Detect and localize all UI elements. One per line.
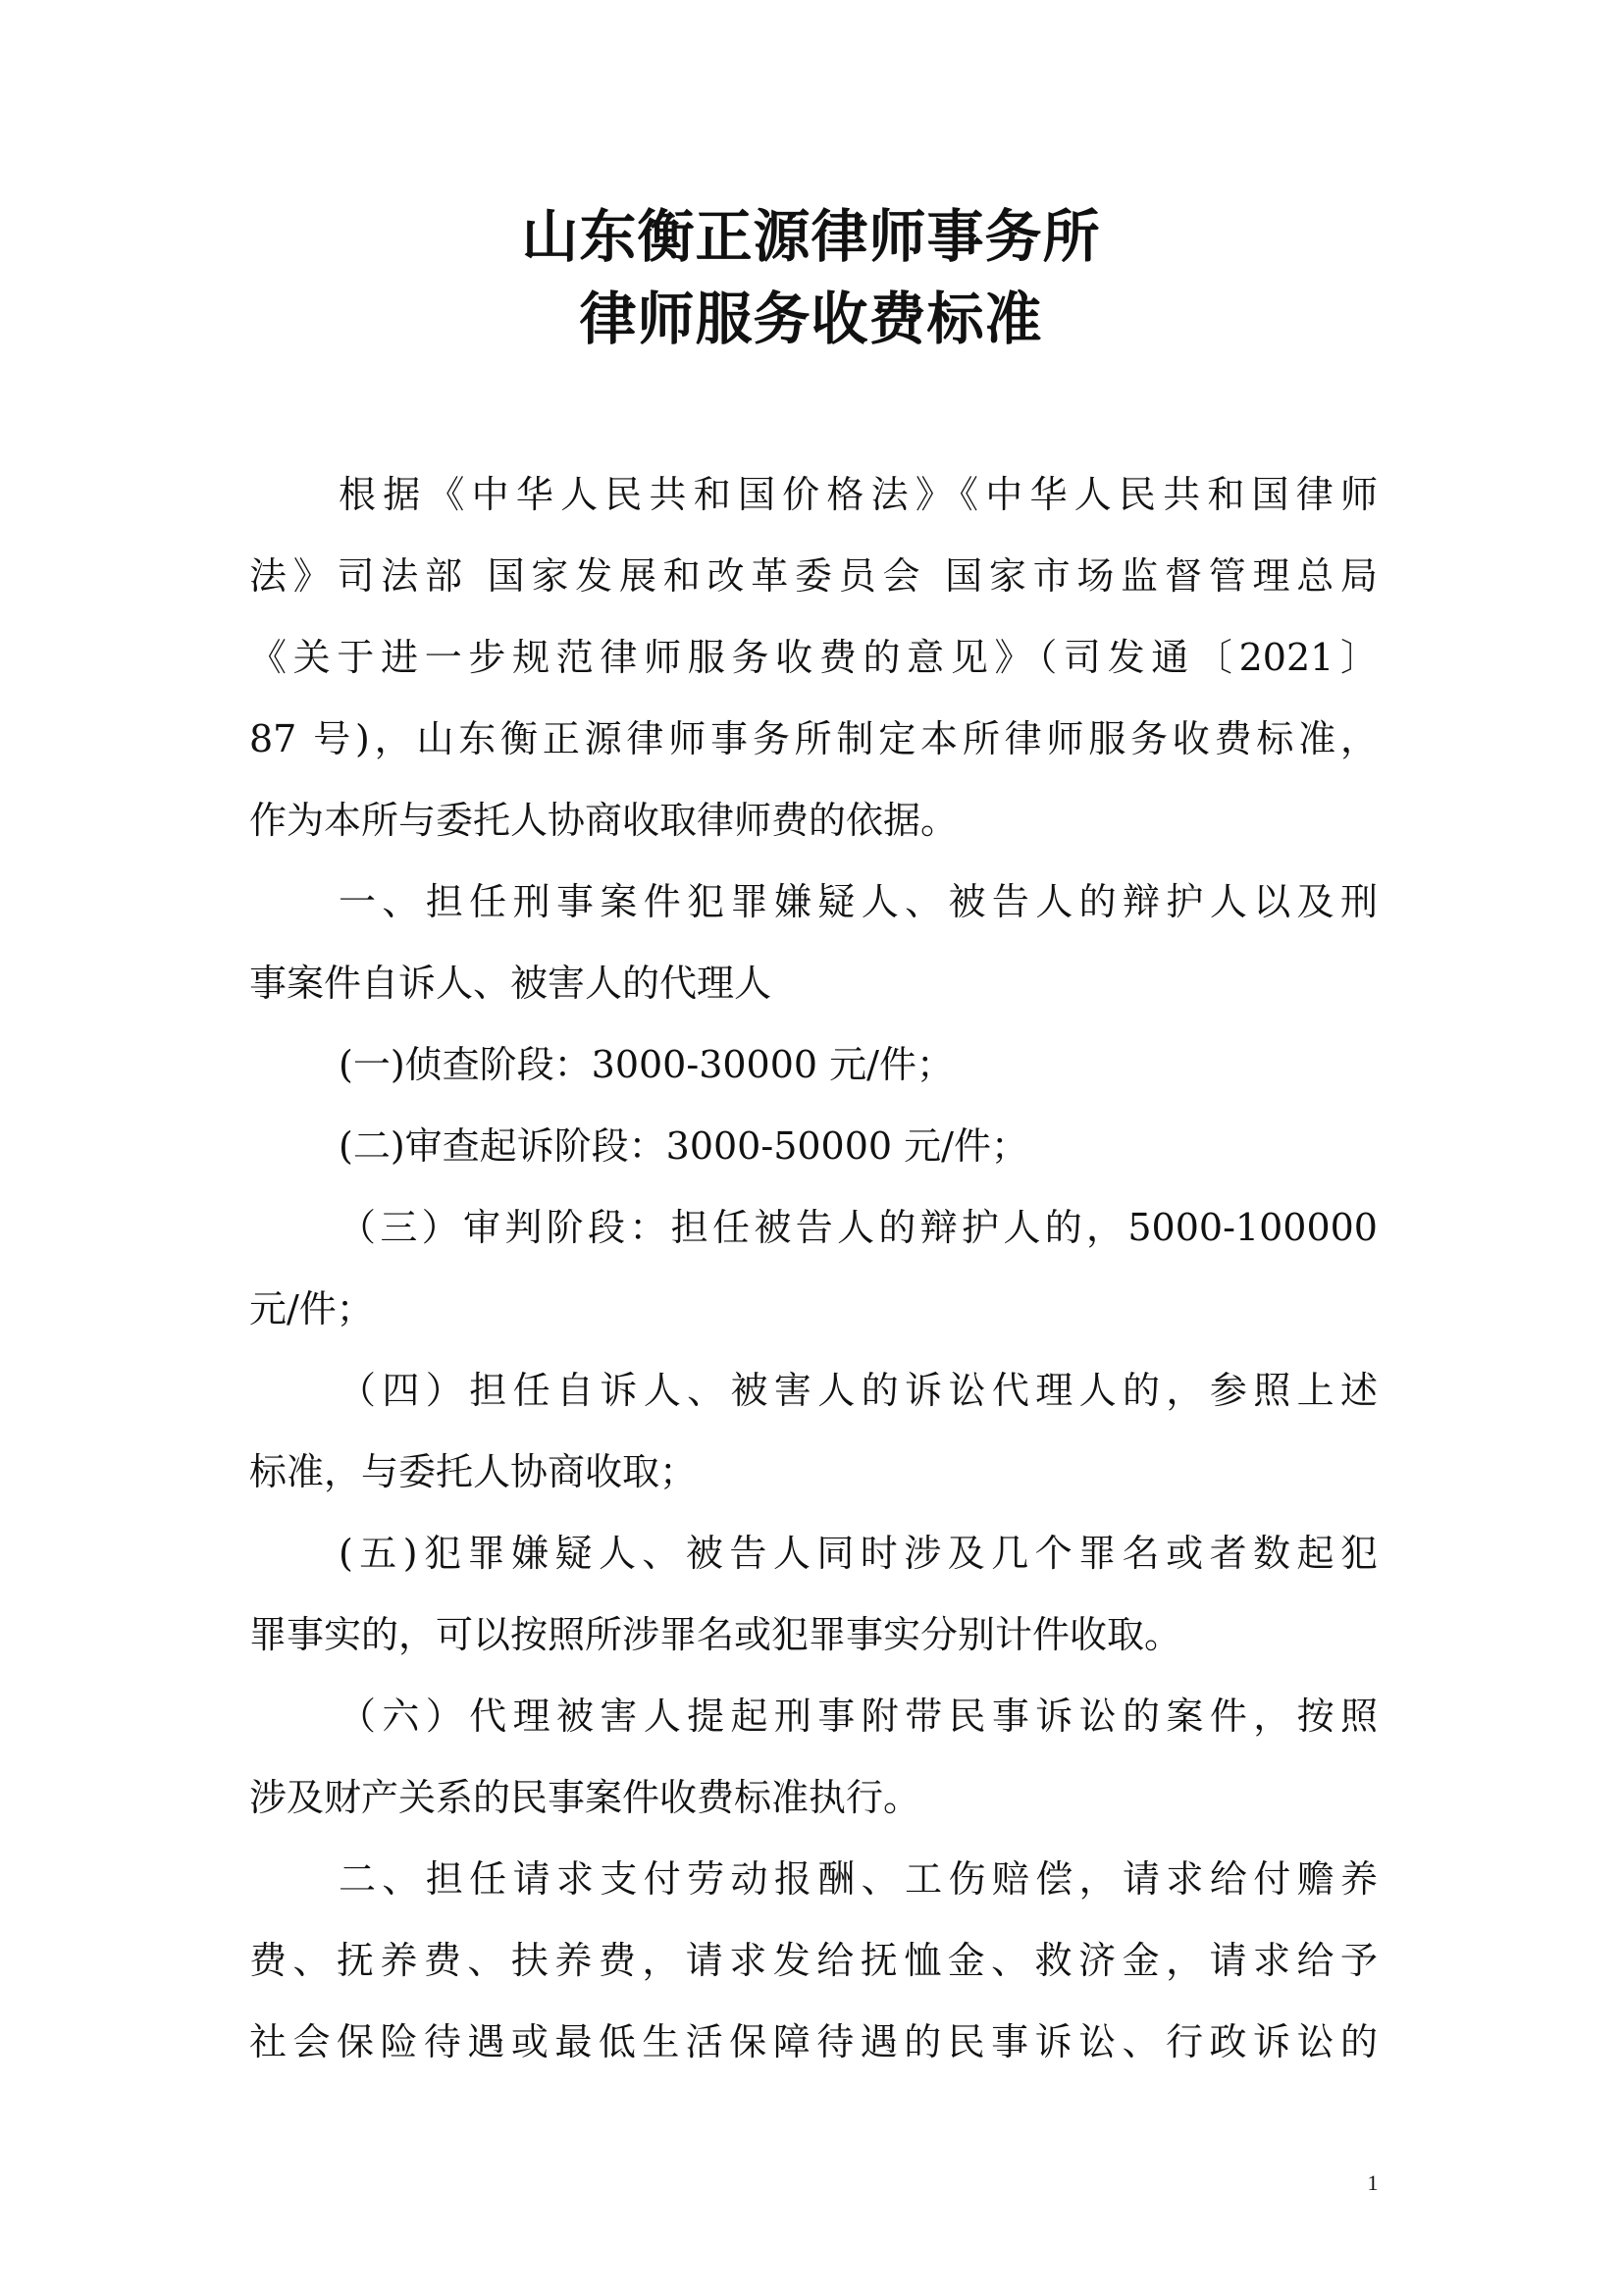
paragraph-line: (二)审查起诉阶段：3000-50000 元/件；	[339, 1124, 1028, 1168]
paragraph-line: 《关于进一步规范律师服务收费的意见》（司发通〔2021〕	[249, 636, 1378, 679]
paragraph-line: 社会保险待遇或最低生活保障待遇的民事诉讼、行政诉讼的	[249, 2020, 1378, 2063]
paragraph-line: 87 号)，山东衡正源律师事务所制定本所律师服务收费标准，	[249, 717, 1378, 760]
paragraph-line: 事案件自诉人、被害人的代理人	[249, 962, 772, 1005]
paragraph-line: 涉及财产关系的民事案件收费标准执行。	[249, 1776, 921, 1819]
document-title-line-2: 律师服务收费标准	[579, 286, 1043, 352]
paragraph-line: （六）代理被害人提起刑事附带民事诉讼的案件，按照	[339, 1695, 1378, 1738]
document-title-line-1: 山东衡正源律师事务所	[521, 203, 1101, 270]
paragraph-line: 作为本所与委托人协商收取律师费的依据。	[249, 799, 959, 842]
paragraph-line: 罪事实的，可以按照所涉罪名或犯罪事实分别计件收取。	[249, 1613, 1182, 1656]
paragraph-line: 标准，与委托人协商收取；	[249, 1450, 698, 1493]
paragraph-line: 根据《中华人民共和国价格法》《中华人民共和国律师	[339, 473, 1378, 516]
paragraph-line: （四）担任自诉人、被害人的诉讼代理人的，参照上述	[339, 1369, 1378, 1412]
paragraph-line: 费、抚养费、扶养费，请求发给抚恤金、救济金，请求给予	[249, 1939, 1378, 1982]
paragraph-line: (一)侦查阶段：3000-30000 元/件；	[339, 1043, 954, 1086]
paragraph-line: 二、担任请求支付劳动报酬、工伤赔偿，请求给付赡养	[339, 1857, 1378, 1901]
paragraph-line: 一、担任刑事案件犯罪嫌疑人、被告人的辩护人以及刑	[339, 880, 1378, 923]
paragraph-line: （三）审判阶段：担任被告人的辩护人的，5000-100000	[339, 1206, 1378, 1249]
paragraph-line: 元/件；	[249, 1287, 374, 1331]
page-number: 1	[1367, 2170, 1379, 2195]
paragraph-line: (五)犯罪嫌疑人、被告人同时涉及几个罪名或者数起犯	[339, 1532, 1378, 1575]
paragraph-line: 法》司法部 国家发展和改革委员会 国家市场监督管理总局	[249, 554, 1378, 598]
